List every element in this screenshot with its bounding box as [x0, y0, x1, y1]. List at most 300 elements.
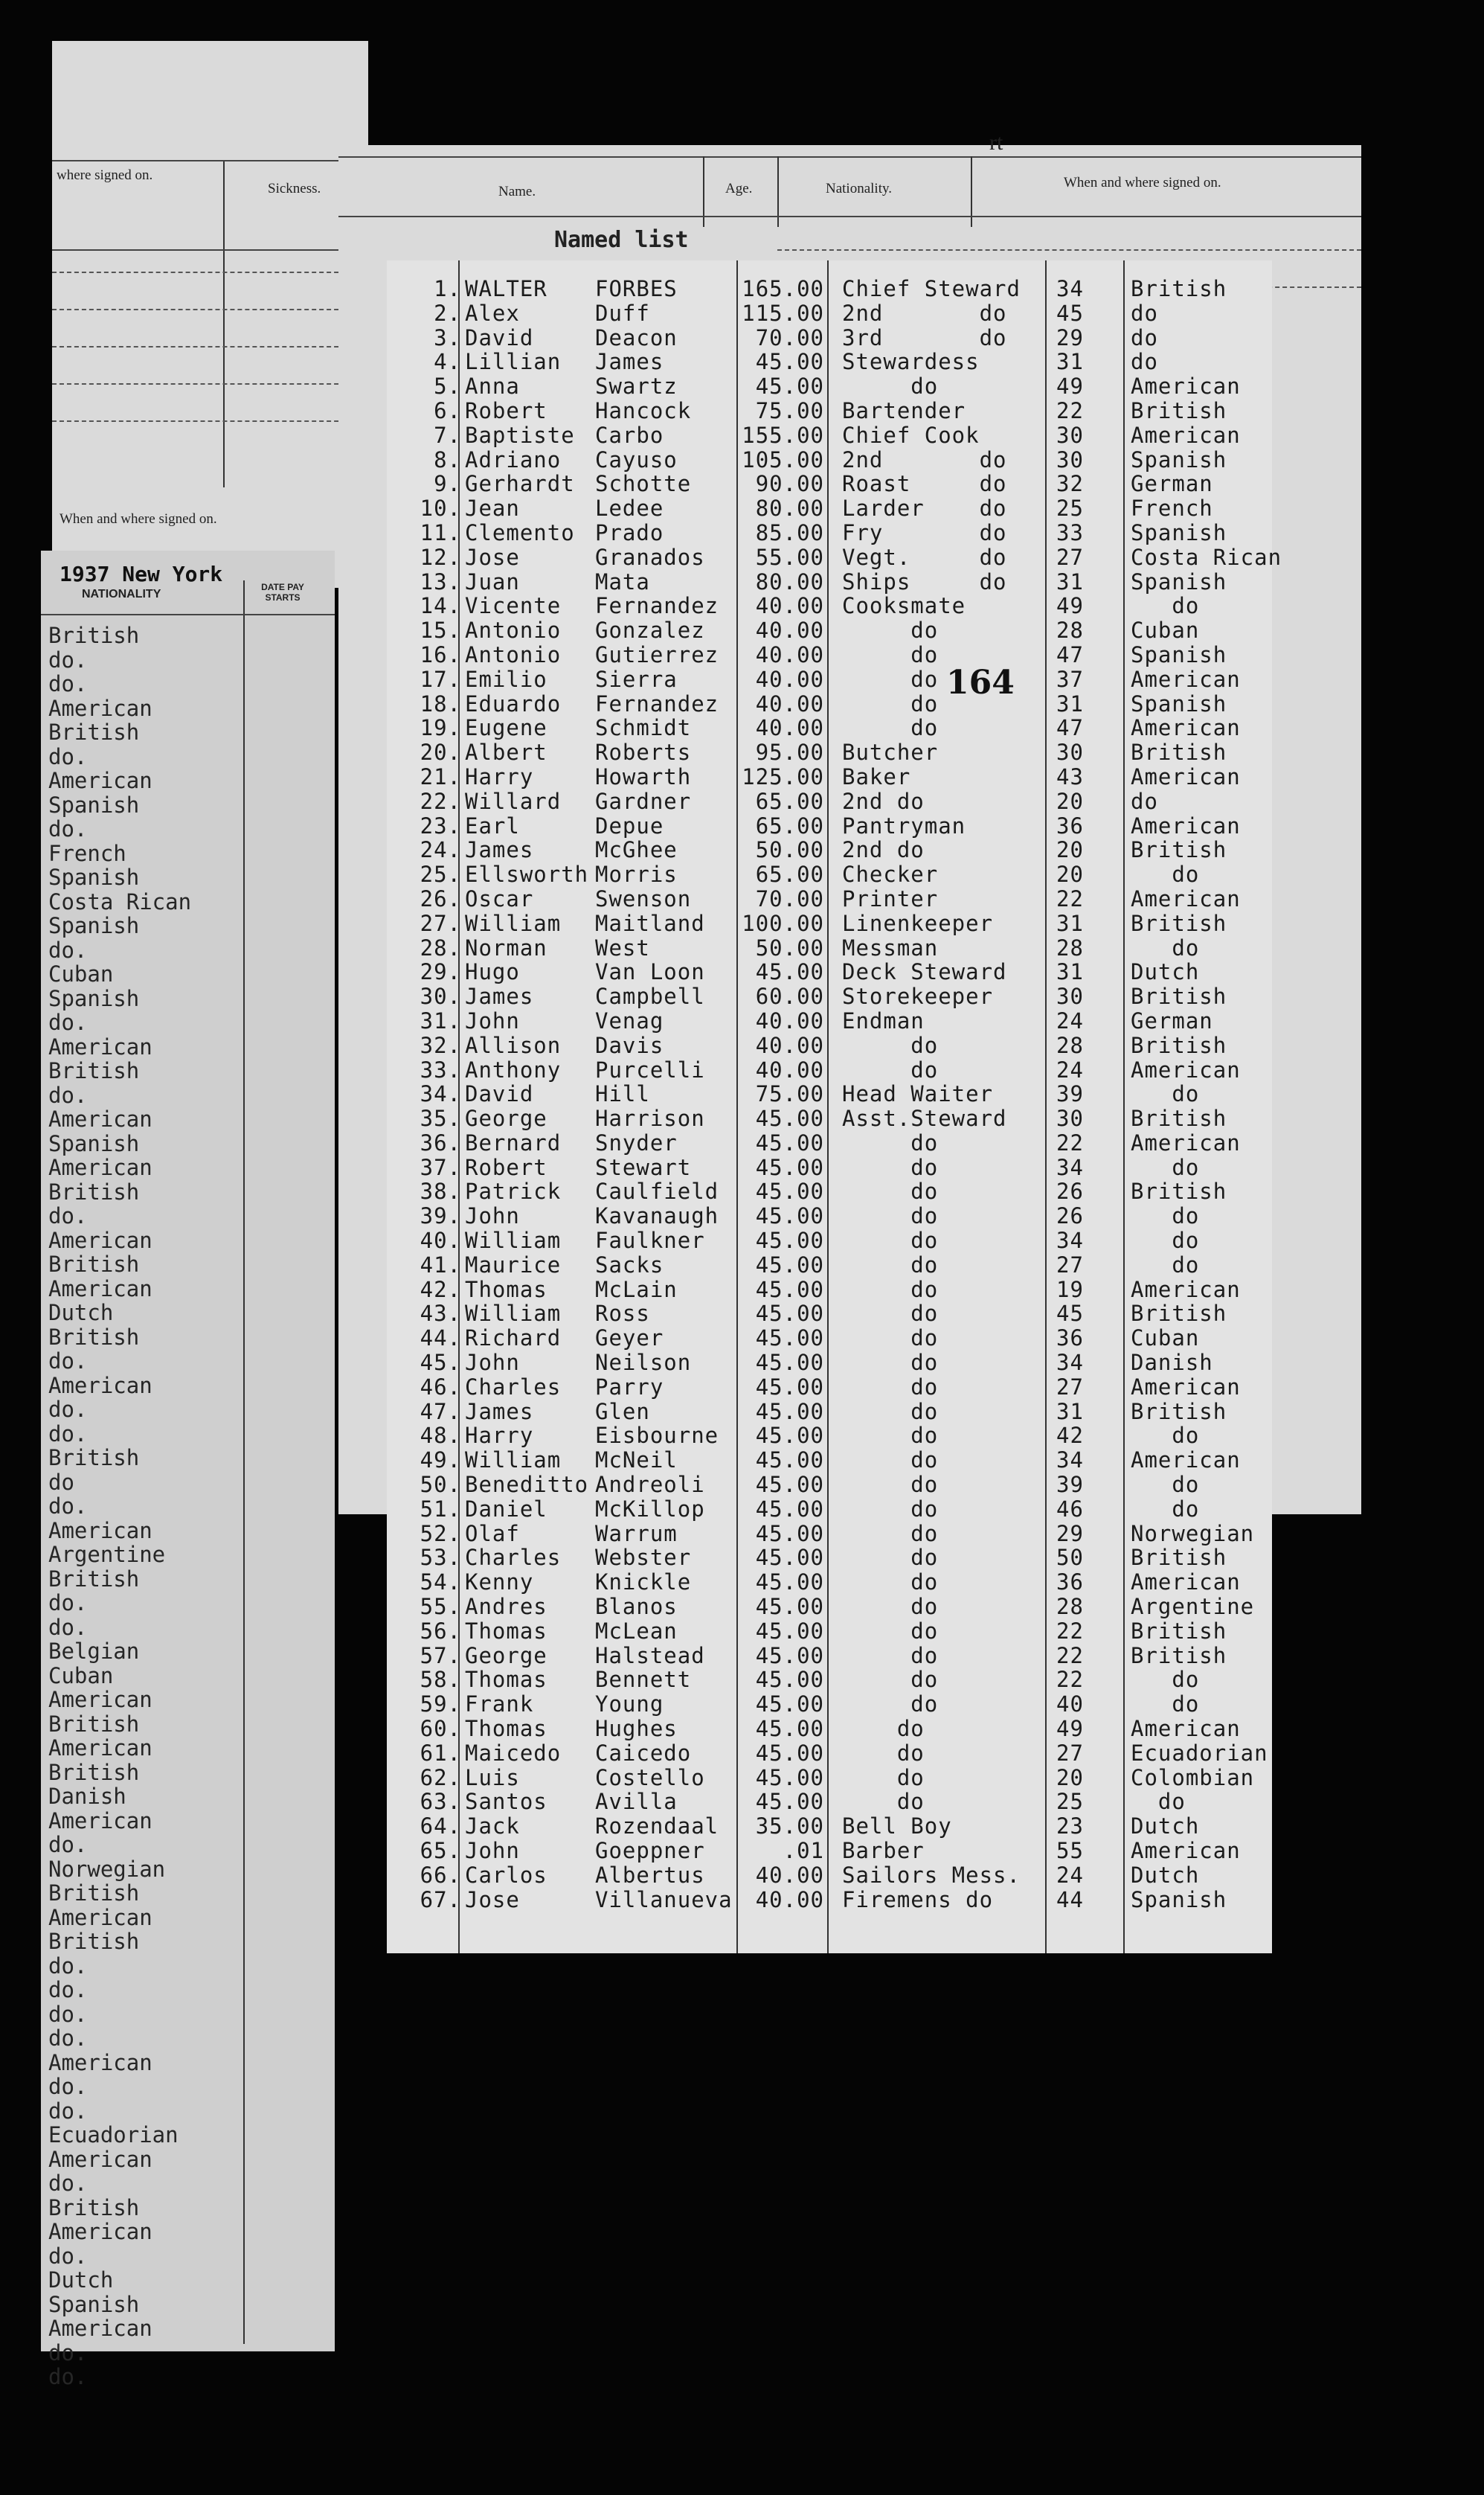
crew-first-cell: Beneditto — [465, 1472, 589, 1498]
crew-rating-cell: Baker — [842, 763, 911, 790]
crew-rating-cell: Printer — [842, 885, 939, 912]
crew-rating-cell: Endman — [842, 1008, 925, 1034]
column-wage — [736, 277, 824, 1912]
crew-nat-cell: do — [1131, 1081, 1200, 1107]
left-nationality-entry: Spanish — [48, 913, 140, 938]
crew-nat-cell: German — [1131, 1008, 1213, 1034]
crew-first-cell: George — [465, 1642, 547, 1668]
crew-no-cell: 59. — [420, 1691, 461, 1717]
crew-last-cell: Campbell — [595, 984, 705, 1010]
left-nationality-entry: American — [48, 1904, 152, 1930]
crew-last-cell: McGhee — [595, 837, 678, 863]
crew-first-cell: Jose — [465, 1886, 520, 1912]
crew-first-cell: Olaf — [465, 1520, 520, 1546]
left-nationality-entry: American — [48, 1687, 152, 1712]
crew-last-cell: Sacks — [595, 1252, 664, 1278]
crew-nat-cell: American — [1131, 715, 1241, 741]
crew-last-cell: Granados — [595, 544, 705, 570]
crew-nat-cell: Dutch — [1131, 1862, 1200, 1888]
crew-last-cell: Hughes — [595, 1716, 678, 1742]
crew-nat-cell: Spanish — [1131, 519, 1227, 545]
crew-first-cell: Willard — [465, 788, 562, 814]
crew-last-cell: Hancock — [595, 397, 692, 423]
crew-age-cell: 34 — [1056, 1447, 1084, 1473]
crew-nat-cell: British — [1131, 1301, 1227, 1327]
left-nationality-entry: do. — [48, 647, 88, 673]
crew-nat-cell: American — [1131, 666, 1241, 692]
crew-no-cell: 57. — [420, 1642, 461, 1668]
crew-wage-cell: 45.00 — [755, 1716, 824, 1742]
crew-first-cell: Clemento — [465, 519, 575, 545]
header-age: Age. — [725, 181, 753, 196]
crew-no-cell: 8. — [434, 446, 461, 473]
crew-no-cell: 28. — [420, 935, 461, 961]
crew-last-cell: Duff — [595, 300, 650, 326]
crew-rating-cell: Pantryman — [842, 813, 966, 839]
crew-nat-cell: American — [1131, 885, 1241, 912]
crew-wage-cell: 85.00 — [755, 519, 824, 545]
left-nationality-entry: American — [48, 1034, 152, 1060]
crew-no-cell: 11. — [420, 519, 461, 545]
crew-last-cell: Young — [595, 1691, 664, 1717]
crew-nat-cell: American — [1131, 374, 1241, 400]
crew-age-cell: 27 — [1056, 1374, 1084, 1400]
crew-nat-cell: Dutch — [1131, 959, 1200, 985]
crew-first-cell: Allison — [465, 1032, 562, 1058]
crew-no-cell: 44. — [420, 1325, 461, 1351]
crew-nat-cell: Spanish — [1131, 1886, 1227, 1912]
left-nationality-entry: do. — [48, 1832, 88, 1857]
left-nationality-entry: American — [48, 1106, 152, 1132]
crew-first-cell: Juan — [465, 568, 520, 595]
left-nationality-entry: American — [48, 1372, 152, 1398]
crew-nat-cell: British — [1131, 1545, 1227, 1571]
crew-rating-cell: do — [842, 1423, 939, 1449]
crew-wage-cell: 45.00 — [755, 1740, 824, 1766]
crew-no-cell: 14. — [420, 593, 461, 619]
crew-age-cell: 36 — [1056, 813, 1084, 839]
crew-age-cell: 34 — [1056, 1154, 1084, 1180]
crew-nat-cell: British — [1131, 1032, 1227, 1058]
crew-age-cell: 30 — [1056, 422, 1084, 448]
crew-nat-cell: do — [1131, 1691, 1200, 1717]
crew-wage-cell: 45.00 — [755, 959, 824, 985]
left-dash — [52, 309, 368, 310]
crew-first-cell: Anthony — [465, 1057, 562, 1083]
left-nationality-entry: Cuban — [48, 961, 114, 987]
crew-first-cell: Adriano — [465, 446, 562, 473]
crew-last-cell: McLean — [595, 1618, 678, 1644]
crew-rating-cell: Fry do — [842, 519, 1007, 545]
crew-first-cell: Luis — [465, 1764, 520, 1790]
crew-last-cell: Rozendaal — [595, 1813, 719, 1839]
crew-wage-cell: 55.00 — [755, 544, 824, 570]
crew-age-cell: 55 — [1056, 1838, 1084, 1863]
crew-first-cell: Lillian — [465, 349, 562, 375]
crew-nat-cell: British — [1131, 984, 1227, 1010]
crew-no-cell: 10. — [420, 496, 461, 522]
strip-rule-h — [41, 614, 335, 615]
crew-rating-cell: do — [842, 1569, 939, 1595]
crew-first-cell: Emilio — [465, 666, 547, 692]
crew-wage-cell: 45.00 — [755, 1179, 824, 1205]
crew-age-cell: 22 — [1056, 1642, 1084, 1668]
left-header-where-signed: where signed on. — [57, 167, 153, 183]
crew-wage-cell: 60.00 — [755, 984, 824, 1010]
left-nationality-entry: do. — [48, 1082, 88, 1108]
crew-wage-cell: 125.00 — [742, 763, 824, 790]
crew-first-cell: John — [465, 1203, 520, 1229]
crew-first-cell: Thomas — [465, 1716, 547, 1742]
left-nationality-entry: do. — [48, 1614, 88, 1640]
crew-rating-cell: do — [842, 1618, 939, 1644]
crew-age-cell: 20 — [1056, 862, 1084, 888]
crew-nat-cell: Costa Rican — [1131, 544, 1282, 570]
crew-no-cell: 18. — [420, 691, 461, 717]
crew-age-cell: 39 — [1056, 1081, 1084, 1107]
crew-last-cell: Fernandez — [595, 593, 719, 619]
crew-first-cell: Thomas — [465, 1276, 547, 1302]
left-nationality-list — [48, 624, 191, 2389]
crew-first-cell: Maurice — [465, 1252, 562, 1278]
crew-wage-cell: 40.00 — [755, 1032, 824, 1058]
left-nationality-entry: do. — [48, 2339, 88, 2366]
crew-wage-cell: 45.00 — [755, 1618, 824, 1644]
left-nationality-entry: do. — [48, 1493, 88, 1519]
crew-wage-cell: 45.00 — [755, 1594, 824, 1620]
crew-rating-cell: Bell Boy — [842, 1813, 952, 1839]
crew-nat-cell: British — [1131, 837, 1227, 863]
crew-age-cell: 50 — [1056, 1545, 1084, 1571]
crew-nat-cell: Cuban — [1131, 618, 1200, 644]
crew-wage-cell: 45.00 — [755, 1496, 824, 1522]
crew-age-cell: 24 — [1056, 1862, 1084, 1888]
crew-nat-cell: do — [1131, 349, 1158, 375]
crew-rating-cell: do — [842, 1374, 939, 1400]
crew-wage-cell: 45.00 — [755, 1398, 824, 1424]
crew-rating-cell: do — [842, 1203, 939, 1229]
crew-nat-cell: British — [1131, 740, 1227, 766]
crew-wage-cell: 45.00 — [755, 1667, 824, 1693]
crew-no-cell: 64. — [420, 1813, 461, 1839]
crew-no-cell: 35. — [420, 1106, 461, 1132]
crew-age-cell: 49 — [1056, 1716, 1084, 1742]
crew-last-cell: Goeppner — [595, 1838, 705, 1863]
crew-first-cell: Thomas — [465, 1618, 547, 1644]
crew-rating-cell: do — [842, 1398, 939, 1424]
crew-nat-cell: British — [1131, 1398, 1227, 1424]
crew-rating-cell: do — [842, 618, 939, 644]
crew-nat-cell: British — [1131, 276, 1227, 301]
crew-first-cell: Thomas — [465, 1667, 547, 1693]
crew-age-cell: 46 — [1056, 1496, 1084, 1522]
crew-first-cell: Eduardo — [465, 691, 562, 717]
crew-age-cell: 34 — [1056, 1228, 1084, 1254]
left-nationality-entry: British — [48, 1929, 140, 1954]
crew-wage-cell: 45.00 — [755, 1154, 824, 1180]
nationality-header: NATIONALITY — [82, 588, 161, 600]
left-dash — [52, 383, 368, 385]
crew-first-cell: William — [465, 1228, 562, 1254]
left-nationality-entry: British — [48, 623, 140, 648]
left-nationality-entry: do. — [48, 671, 88, 696]
crew-nat-cell: Norwegian — [1131, 1520, 1255, 1546]
crew-no-cell: 12. — [420, 544, 461, 570]
crew-last-cell: Purcelli — [595, 1057, 705, 1083]
crew-no-cell: 53. — [420, 1545, 461, 1571]
crew-first-cell: WALTER — [465, 276, 547, 301]
left-nationality-entry: do. — [48, 1397, 88, 1422]
crew-age-cell: 24 — [1056, 1008, 1084, 1034]
crew-last-cell: Avilla — [595, 1789, 678, 1815]
left-nationality-entry: British — [48, 1445, 140, 1470]
crew-age-cell: 22 — [1056, 1667, 1084, 1693]
crew-first-cell: Daniel — [465, 1496, 547, 1522]
crew-rating-cell: do — [842, 1520, 939, 1546]
crew-no-cell: 61. — [420, 1740, 461, 1766]
crew-age-cell: 25 — [1056, 1789, 1084, 1815]
crew-no-cell: 3. — [434, 324, 461, 350]
crew-first-cell: Gerhardt — [465, 471, 575, 497]
crew-age-cell: 29 — [1056, 1520, 1084, 1546]
crew-last-cell: Caicedo — [595, 1740, 692, 1766]
crew-first-cell: John — [465, 1350, 520, 1376]
back-rule-top — [338, 156, 1361, 158]
crew-wage-cell: 45.00 — [755, 1569, 824, 1595]
left-nationality-entry: Cuban — [48, 1662, 114, 1688]
crew-rating-cell: Stewardess — [842, 349, 980, 375]
crew-last-cell: Snyder — [595, 1130, 678, 1156]
crew-last-cell: Deacon — [595, 324, 678, 350]
crew-rating-cell: do — [842, 1594, 939, 1620]
left-nationality-entry: do. — [48, 1977, 88, 2002]
crew-age-cell: 22 — [1056, 1618, 1084, 1644]
crew-wage-cell: 45.00 — [755, 1472, 824, 1498]
header-fragment: rt — [989, 130, 1003, 155]
crew-age-cell: 28 — [1056, 1594, 1084, 1620]
header-when-signed: When and where signed on. — [1064, 175, 1221, 190]
crew-first-cell: Carlos — [465, 1862, 547, 1888]
crew-first-cell: Harry — [465, 763, 534, 790]
crew-first-cell: Bernard — [465, 1130, 562, 1156]
crew-age-cell: 49 — [1056, 593, 1084, 619]
crew-last-cell: Faulkner — [595, 1228, 705, 1254]
crew-age-cell: 22 — [1056, 885, 1084, 912]
crew-first-cell: Baptiste — [465, 422, 575, 448]
crew-wage-cell: 45.00 — [755, 1350, 824, 1376]
crew-last-cell: Andreoli — [595, 1472, 705, 1498]
crew-rating-cell: do — [842, 1154, 939, 1180]
crew-nat-cell: do — [1131, 935, 1200, 961]
crew-first-cell: Antonio — [465, 641, 562, 667]
crew-age-cell: 47 — [1056, 715, 1084, 741]
left-nationality-entry: Spanish — [48, 1130, 140, 1156]
left-dash — [52, 346, 368, 347]
crew-rating-cell: 3rd do — [842, 324, 1007, 350]
crew-last-cell: Gardner — [595, 788, 692, 814]
crew-wage-cell: 80.00 — [755, 496, 824, 522]
left-nationality-entry: American — [48, 2049, 152, 2075]
crew-nat-cell: Argentine — [1131, 1594, 1255, 1620]
crew-no-cell: 39. — [420, 1203, 461, 1229]
crew-first-cell: Charles — [465, 1374, 562, 1400]
crew-no-cell: 63. — [420, 1789, 461, 1815]
left-nationality-entry: Norwegian — [48, 1856, 166, 1882]
crew-last-cell: Kavanaugh — [595, 1203, 719, 1229]
left-nationality-entry: American — [48, 2316, 152, 2341]
crew-wage-cell: 50.00 — [755, 935, 824, 961]
crew-age-cell: 28 — [1056, 618, 1084, 644]
crew-no-cell: 24. — [420, 837, 461, 863]
crew-wage-cell: 40.00 — [755, 1057, 824, 1083]
crew-wage-cell: 40.00 — [755, 641, 824, 667]
crew-first-cell: John — [465, 1008, 520, 1034]
left-nationality-entry: do. — [48, 816, 88, 842]
crew-wage-cell: 90.00 — [755, 471, 824, 497]
crew-rating-cell: do — [842, 1252, 939, 1278]
crew-last-cell: McLain — [595, 1276, 678, 1302]
crew-first-cell: Richard — [465, 1325, 562, 1351]
crew-nat-cell: Ecuadorian — [1131, 1740, 1268, 1766]
column-nationality — [1131, 277, 1282, 1912]
crew-last-cell: McNeil — [595, 1447, 678, 1473]
crew-age-cell: 33 — [1056, 519, 1084, 545]
crew-rating-cell: do — [842, 1276, 939, 1302]
crew-first-cell: Vicente — [465, 593, 562, 619]
crew-last-cell: Stewart — [595, 1154, 692, 1180]
crew-no-cell: 16. — [420, 641, 461, 667]
crew-no-cell: 66. — [420, 1862, 461, 1888]
crew-last-cell: Roberts — [595, 740, 692, 766]
crew-rating-cell: do — [842, 1642, 939, 1668]
crew-last-cell: Schotte — [595, 471, 692, 497]
crew-no-cell: 23. — [420, 813, 461, 839]
crew-first-cell: Alex — [465, 300, 520, 326]
crew-no-cell: 33. — [420, 1057, 461, 1083]
crew-no-cell: 6. — [434, 397, 461, 423]
crew-first-cell: James — [465, 984, 534, 1010]
crew-nat-cell: Danish — [1131, 1350, 1213, 1376]
crew-rating-cell: do — [842, 374, 939, 400]
crew-no-cell: 67. — [420, 1886, 461, 1912]
left-nationality-entry: do. — [48, 937, 88, 963]
crew-rating-cell: Messman — [842, 935, 939, 961]
left-nationality-entry: do. — [48, 1421, 88, 1447]
crew-nat-cell: do — [1131, 324, 1158, 350]
crew-last-cell: Neilson — [595, 1350, 692, 1376]
crew-no-cell: 62. — [420, 1764, 461, 1790]
crew-wage-cell: 45.00 — [755, 1276, 824, 1302]
crew-no-cell: 41. — [420, 1252, 461, 1278]
crew-nat-cell: American — [1131, 1716, 1241, 1742]
crew-last-cell: Venag — [595, 1008, 664, 1034]
crew-nat-cell: Colombian — [1131, 1764, 1255, 1790]
crew-last-cell: Morris — [595, 862, 678, 888]
crew-wage-cell: 40.00 — [755, 1008, 824, 1034]
crew-last-cell: Maitland — [595, 910, 705, 936]
crew-nat-cell: do — [1131, 1203, 1200, 1229]
rule-after-rating — [1045, 260, 1047, 1953]
crew-nat-cell: do — [1131, 593, 1200, 619]
crew-age-cell: 34 — [1056, 276, 1084, 301]
crew-age-cell: 34 — [1056, 1350, 1084, 1376]
crew-last-cell: Knickle — [595, 1569, 692, 1595]
crew-age-cell: 45 — [1056, 300, 1084, 326]
crew-nat-cell: do — [1131, 1252, 1200, 1278]
crew-rating-cell: Barber — [842, 1838, 925, 1863]
crew-first-cell: Harry — [465, 1423, 534, 1449]
crew-wage-cell: 40.00 — [755, 1862, 824, 1888]
crew-wage-cell: 105.00 — [742, 446, 824, 473]
crew-first-cell: David — [465, 1081, 534, 1107]
crew-first-cell: Maicedo — [465, 1740, 562, 1766]
crew-wage-cell: 40.00 — [755, 666, 824, 692]
crew-wage-cell: 65.00 — [755, 788, 824, 814]
crew-wage-cell: 40.00 — [755, 618, 824, 644]
crew-last-cell: Halstead — [595, 1642, 705, 1668]
crew-last-cell: Warrum — [595, 1520, 678, 1546]
left-nationality-entry: British — [48, 1058, 140, 1083]
crew-last-cell: FORBES — [595, 276, 678, 301]
crew-rating-cell: Asst.Steward — [842, 1106, 1007, 1132]
left-nationality-entry: Spanish — [48, 865, 140, 890]
left-nationality-entry: American — [48, 1807, 152, 1833]
date-pay-header: DATE PAY STARTS — [261, 582, 304, 603]
crew-no-cell: 58. — [420, 1667, 461, 1693]
crew-rating-cell: do — [842, 666, 939, 692]
crew-first-cell: James — [465, 1398, 534, 1424]
left-nationality-entry: Argentine — [48, 1542, 166, 1567]
left-nationality-entry: American — [48, 768, 152, 793]
crew-last-cell: Fernandez — [595, 691, 719, 717]
crew-nat-cell: American — [1131, 1276, 1241, 1302]
crew-rating-cell: Firemens do — [842, 1886, 994, 1912]
left-nationality-entry: American — [48, 695, 152, 721]
crew-wage-cell: 40.00 — [755, 1886, 824, 1912]
left-nationality-entry: Belgian — [48, 1639, 140, 1664]
crew-age-cell: 44 — [1056, 1886, 1084, 1912]
crew-age-cell: 28 — [1056, 1032, 1084, 1058]
left-nationality-entry: British — [48, 1252, 140, 1277]
crew-wage-cell: 100.00 — [742, 910, 824, 936]
crew-rating-cell: do — [842, 1472, 939, 1498]
crew-nat-cell: British — [1131, 1642, 1227, 1668]
crew-no-cell: 54. — [420, 1569, 461, 1595]
crew-wage-cell: 45.00 — [755, 1520, 824, 1546]
crew-age-cell: 42 — [1056, 1423, 1084, 1449]
crew-wage-cell: 75.00 — [755, 1081, 824, 1107]
crew-no-cell: 42. — [420, 1276, 461, 1302]
crew-wage-cell: 70.00 — [755, 324, 824, 350]
column-number — [402, 277, 461, 1912]
crew-age-cell: 36 — [1056, 1325, 1084, 1351]
crew-no-cell: 2. — [434, 300, 461, 326]
crew-rating-cell: do — [842, 1447, 939, 1473]
crew-no-cell: 56. — [420, 1618, 461, 1644]
crew-nat-cell: do — [1131, 788, 1158, 814]
typed-port-date: 1937 New York — [60, 562, 223, 586]
crew-rating-cell: do — [842, 1228, 939, 1254]
crew-wage-cell: 45.00 — [755, 1789, 824, 1815]
crew-no-cell: 19. — [420, 715, 461, 741]
crew-no-cell: 17. — [420, 666, 461, 692]
crew-rating-cell: Head Waiter — [842, 1081, 994, 1107]
crew-rating-cell: do — [842, 1301, 939, 1327]
crew-age-cell: 45 — [1056, 1301, 1084, 1327]
crew-first-cell: Andres — [465, 1594, 547, 1620]
crew-first-cell: Eugene — [465, 715, 547, 741]
crew-rating-cell: Storekeeper — [842, 984, 994, 1010]
